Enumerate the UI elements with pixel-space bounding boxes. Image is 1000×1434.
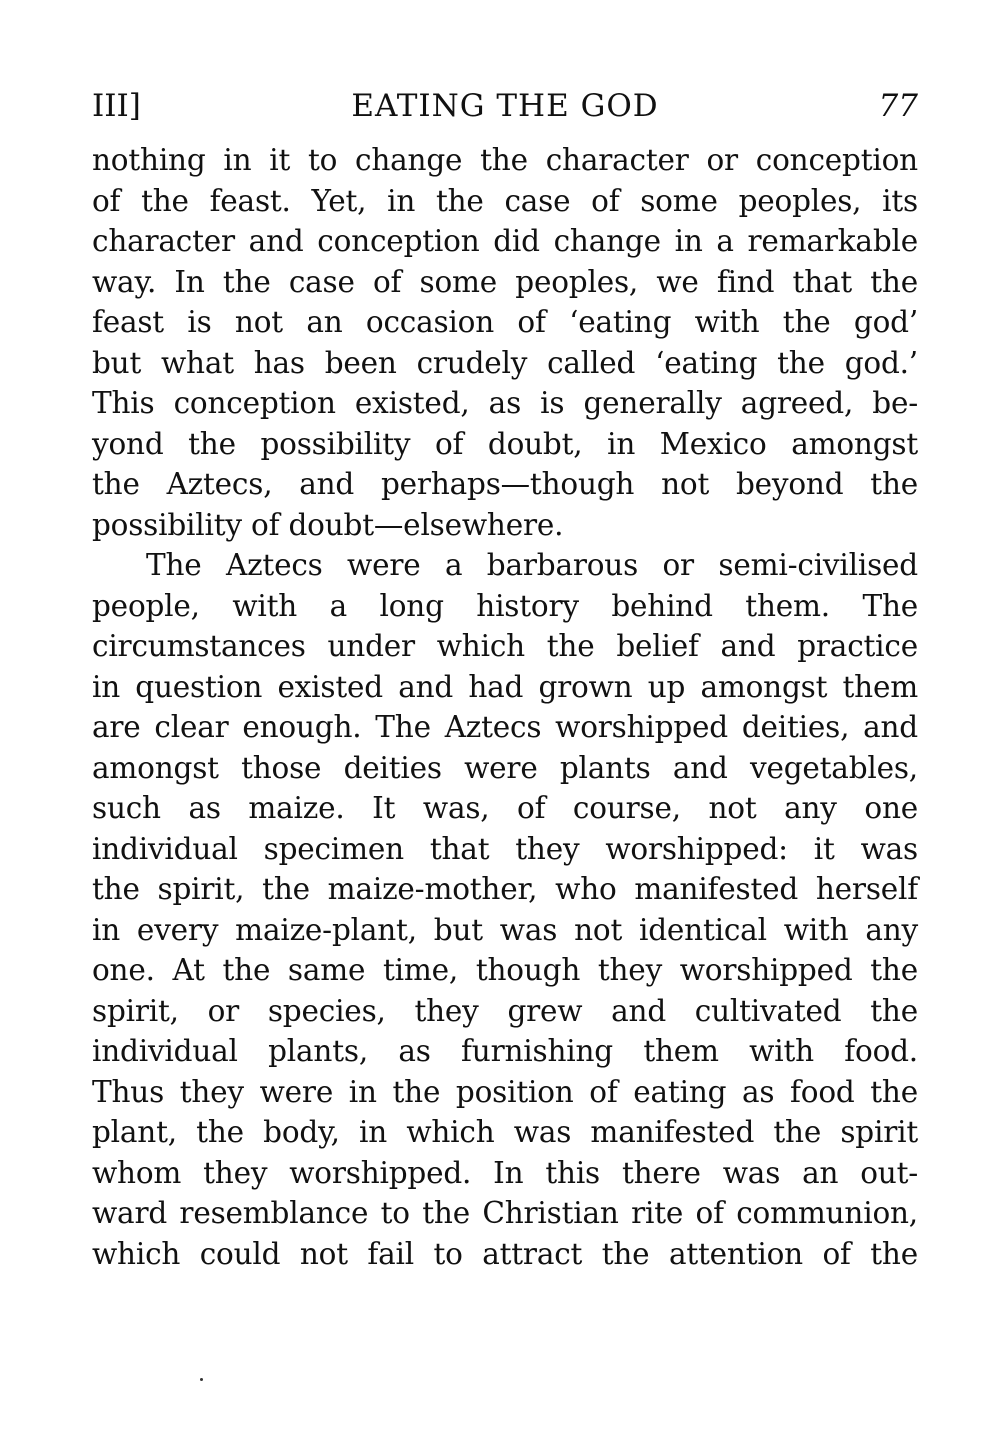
text-line: people, with a long history behind them. The [92,588,918,623]
paragraph-1 [92,140,918,545]
paragraph-2 [92,545,918,1274]
text-line: Thus they were in the position of eating as food the [92,1074,918,1109]
page-number: 77 [878,88,918,124]
text-line: the Aztecs, and perhaps—though not beyond the [92,467,918,501]
text-line: spirit, or species, they grew and cultivated the [92,993,918,1028]
running-title: EATING THE GOD [351,88,659,124]
running-head [92,78,918,134]
book-page [92,78,918,1274]
text-line: yond the possibility of doubt, in Mexico amongst [92,426,918,461]
text-line: feast is not an occasion of ‘eating with the god’ [92,305,918,339]
text-line: way. In the case of some peoples, we find that the [92,264,918,299]
text-line: of the feast. Yet, in the case of some peoples, its [92,183,918,218]
text-line: circumstances under which the belief and practice [92,629,918,663]
text-line: are clear enough. The Aztecs worshipped deities, and [92,710,918,744]
text-line: whom they worshipped. In this there was an out- [92,1155,918,1190]
chapter-number: III] [92,88,141,124]
text-line: individual specimen that they worshipped: it was [92,831,918,866]
body-text [92,140,918,1274]
text-line: the spirit, the maize-mother, who manifested herself [92,872,918,906]
text-line: This conception existed, as is generally agreed, be- [92,386,918,420]
text-line: nothing in it to change the character or conception [92,143,918,177]
text-line: possibility of doubt—elsewhere. [92,507,564,542]
text-line: in every maize-plant, but was not identical with any [92,912,918,947]
text-line: amongst those deities were plants and vegetables, [92,750,918,785]
print-speck [200,1378,203,1381]
text-line: plant, the body, in which was manifested the spirit [92,1115,918,1149]
text-line: in question existed and had grown up amongst them [92,669,918,704]
text-line: but what has been crudely called ‘eating the god.’ [92,345,918,380]
text-line: ward resemblance to the Christian rite of communion, [92,1196,918,1230]
text-line: which could not fail to attract the attention of the [92,1236,918,1271]
text-line: one. At the same time, though they worshipped the [92,953,918,987]
text-line: character and conception did change in a remarkable [92,224,918,258]
text-line: individual plants, as furnishing them with food. [92,1034,918,1068]
text-line: such as maize. It was, of course, not any one [92,791,918,825]
text-line: The Aztecs were a barbarous or semi-civilised [146,548,918,582]
